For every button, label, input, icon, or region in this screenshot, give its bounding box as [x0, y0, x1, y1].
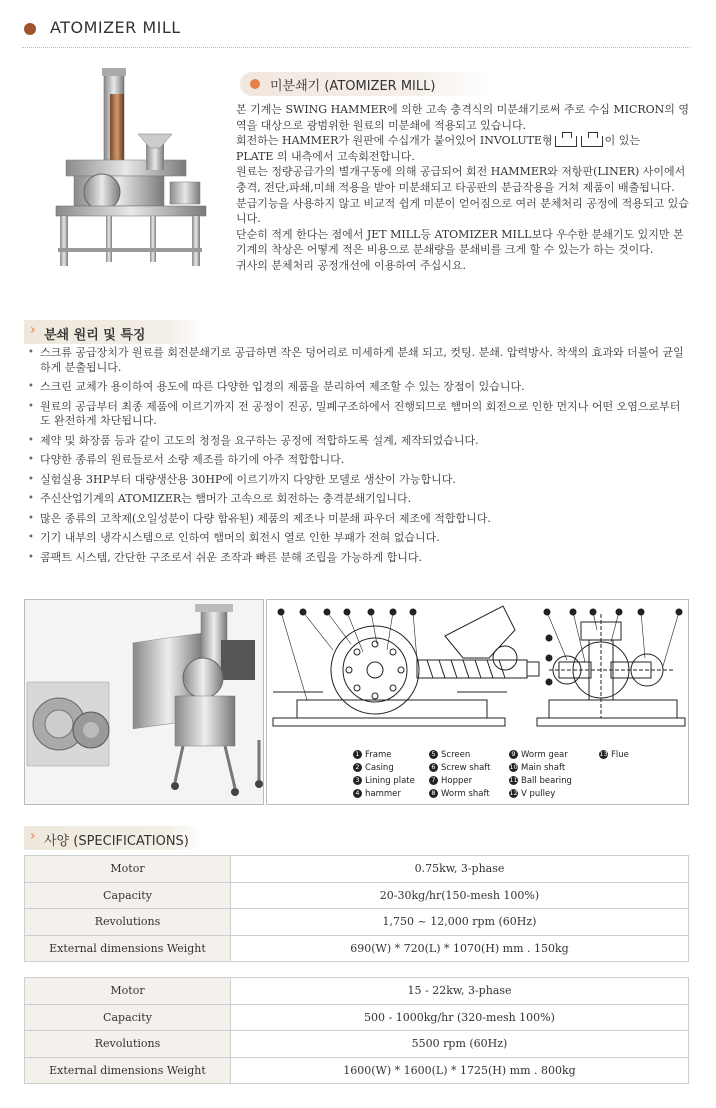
- atomizer-mill-photo: [46, 64, 214, 272]
- legend-item: [509, 763, 565, 773]
- legend-item: [509, 789, 555, 799]
- bullet-dot-icon: [250, 79, 260, 89]
- legend-label: Ball bearing: [521, 776, 572, 786]
- legend-label: Frame: [365, 750, 392, 760]
- intro-title-text: 미분쇄기 (ATOMIZER MILL): [270, 79, 436, 94]
- spec-table-large: [24, 977, 689, 1084]
- legend-label: Lining plate: [365, 776, 415, 786]
- legend-item: [599, 750, 629, 760]
- list-item: • 기기 내부의 냉각시스템으로 인하여 햄머의 회전시 열로 인한 부패가 전혀 없습니다.: [28, 531, 688, 546]
- legend-item: [429, 750, 470, 760]
- spec-label: Capacity: [25, 1004, 231, 1031]
- cross-section-diagram: [267, 600, 688, 740]
- legend-label: Hopper: [441, 776, 473, 786]
- cross-section-diagram-panel: [266, 599, 689, 805]
- legend-number: 7: [429, 776, 438, 785]
- spec-value: 20-30kg/hr(150-mesh 100%): [231, 882, 689, 909]
- legend-number: 10: [509, 763, 518, 771]
- legend-number: 6: [429, 763, 438, 772]
- legend-number: 4: [353, 789, 362, 798]
- machine-photo: [25, 600, 263, 804]
- legend-label: V pulley: [521, 789, 556, 799]
- legend-number: 3: [353, 776, 362, 785]
- list-item: • 원료의 공급부터 최종 제품에 이르기까지 전 공정이 진공, 밀폐구조하에서 진행되므로 햄머의 회전으로 인한 먼지나 어떤 오염으로부터도 완전하게 차단됩니다.: [28, 400, 688, 429]
- legend-item: [429, 763, 490, 773]
- table-row: [25, 882, 689, 909]
- list-item: • 실험실용 3HP부터 대량생산용 30HP에 이르기까지 다양한 모델로 생산이 가능합니다.: [28, 473, 688, 488]
- legend-label: Screen: [441, 750, 471, 760]
- legend-label: Flue: [611, 750, 629, 760]
- legend-number: 1: [353, 750, 362, 759]
- table-row: [25, 856, 689, 883]
- legend-item: [509, 776, 572, 786]
- legend-label: Worm shaft: [441, 789, 490, 799]
- list-item: • 많은 종류의 고착제(오일성분이 다량 함유된) 제품의 제조나 미분쇄 파우더 제조에 적합합니다.: [28, 512, 688, 527]
- chevron-right-icon: ›: [30, 828, 36, 844]
- features-title-text: 분쇄 원리 및 특징: [44, 328, 146, 343]
- legend-item: [353, 763, 394, 773]
- spec-label: External dimensions Weight: [25, 1057, 231, 1084]
- intro-paragraph: 분급기능을 사용하지 않고 비교적 쉽게 미분이 얻어짐으로 여러 분체처리 공정에 적용되고 있습니다.: [236, 196, 689, 226]
- intro-body: [236, 102, 690, 274]
- legend-number: 9: [509, 750, 518, 759]
- intro-section-title: [240, 72, 490, 96]
- table-row: [25, 1057, 689, 1084]
- spec-label: Motor: [25, 856, 231, 883]
- legend-label: hammer: [365, 789, 401, 799]
- legend-item: [353, 776, 415, 786]
- table-row: [25, 935, 689, 962]
- table-row: [25, 978, 689, 1005]
- spec-label: Motor: [25, 978, 231, 1005]
- intro-text-part: 이 있는: [604, 134, 640, 148]
- list-item: • 스크린 교체가 용이하여 용도에 따른 다양한 입경의 제품을 분리하여 제조할 수 있는 장점이 있습니다.: [28, 380, 688, 395]
- table-row: [25, 1031, 689, 1058]
- page-title: ATOMIZER MILL: [50, 18, 181, 37]
- spec-label: Revolutions: [25, 1031, 231, 1058]
- page-header: [22, 14, 690, 48]
- intro-text-part: 회전하는 HAMMER가 원판에 수십개가 붙어있어 INVOLUTE형: [236, 134, 553, 148]
- intro-text-part: PLATE 의 내측에서 고속회전합니다.: [236, 149, 415, 163]
- spec-value: 1,750 ~ 12,000 rpm (60Hz): [231, 909, 689, 936]
- legend-label: Casing: [365, 763, 394, 773]
- legend-item: [429, 789, 490, 799]
- intro-paragraph: [236, 133, 690, 164]
- table-row: [25, 1004, 689, 1031]
- spec-label: External dimensions Weight: [25, 935, 231, 962]
- legend-number: 2: [353, 763, 362, 772]
- chevron-right-icon: ›: [30, 322, 36, 338]
- legend-item: [353, 750, 391, 760]
- features-list: [28, 346, 688, 570]
- list-item: • 주신산업기계의 ATOMIZER는 햄머가 고속으로 회전하는 충격분쇄기입니다.: [28, 492, 688, 507]
- legend-item: [353, 789, 401, 799]
- spec-label: Revolutions: [25, 909, 231, 936]
- table-row: [25, 909, 689, 936]
- diagram-legend: [353, 750, 683, 802]
- involute-tooth-icon: [555, 136, 577, 147]
- legend-label: Worm gear: [521, 750, 568, 760]
- intro-paragraph: 단순히 적게 한다는 점에서 JET MILL등 ATOMIZER MILL보다 우수한 분쇄기도 있지만 본 기계의 착상은 어떻게 적은 비용으로 분쇄량을 분쇄비를 크게 할 수 있는가 하는 것이다.: [236, 227, 684, 257]
- spec-value: 690(W) * 720(L) * 1070(H) mm . 150kg: [231, 935, 689, 962]
- intro-paragraph: 원료는 정량공급가의 별개구동에 의해 공급되어 회전 HAMMER와 저항판(LINER) 사이에서 충격, 전단,파쇄,미쇄 적용을 받아 미분쇄되고 타공판의 분급작용을 거쳐 제품이 배출됩니다.: [236, 165, 686, 194]
- spec-value: 1600(W) * 1600(L) * 1725(H) mm . 800kg: [231, 1057, 689, 1084]
- list-item: • 다양한 종류의 원료들로서 소량 제조를 하기에 아주 적합합니다.: [28, 453, 688, 468]
- legend-number: 5: [429, 750, 438, 759]
- specs-title-text: 사양 (SPECIFICATIONS): [44, 834, 189, 849]
- bullet-dot-icon: [24, 23, 36, 35]
- list-item: • 스크류 공급장치가 원료를 회전분쇄기로 공급하면 작은 덩어리로 미세하게 분쇄 되고, 컷팅. 분쇄. 압력방사. 착색의 효과와 더불어 균일하게 분출됩니다.: [28, 346, 688, 375]
- spec-value: 5500 rpm (60Hz): [231, 1031, 689, 1058]
- legend-item: [509, 750, 568, 760]
- features-section-title: [24, 320, 204, 344]
- legend-item: [429, 776, 472, 786]
- legend-number: 12: [509, 789, 518, 797]
- list-item: • 콤팩트 시스템, 간단한 구조로서 쉬운 조작과 빠른 분해 조립을 가능하게 합니다.: [28, 551, 688, 566]
- spec-table-small: [24, 855, 689, 962]
- specs-section-title: [24, 826, 202, 850]
- list-item: • 제약 및 화장품 등과 같이 고도의 청정을 요구하는 공정에 적합하도록 설계, 제작되었습니다.: [28, 434, 688, 449]
- spec-value: 0.75kw, 3-phase: [231, 856, 689, 883]
- spec-value: 15 - 22kw, 3-phase: [231, 978, 689, 1005]
- spec-label: Capacity: [25, 882, 231, 909]
- intro-paragraph: 본 기계는 SWING HAMMER에 의한 고속 충격식의 미분쇄기로써 주로 수십 MICRON의 영역을 대상으로 광범위한 원료의 미분쇄에 적용되고 있습니다.: [236, 103, 690, 132]
- legend-label: Screw shaft: [441, 763, 491, 773]
- legend-number: 13: [599, 750, 608, 758]
- machine-photo-panel: [24, 599, 264, 805]
- spec-value: 500 - 1000kg/hr (320-mesh 100%): [231, 1004, 689, 1031]
- intro-paragraph: 귀사의 분체처리 공정개선에 이용하여 주십시요.: [236, 258, 467, 272]
- involute-tooth-icon: [581, 136, 603, 147]
- legend-label: Main shaft: [521, 763, 566, 773]
- legend-number: 8: [429, 789, 438, 798]
- legend-number: 11: [509, 776, 518, 784]
